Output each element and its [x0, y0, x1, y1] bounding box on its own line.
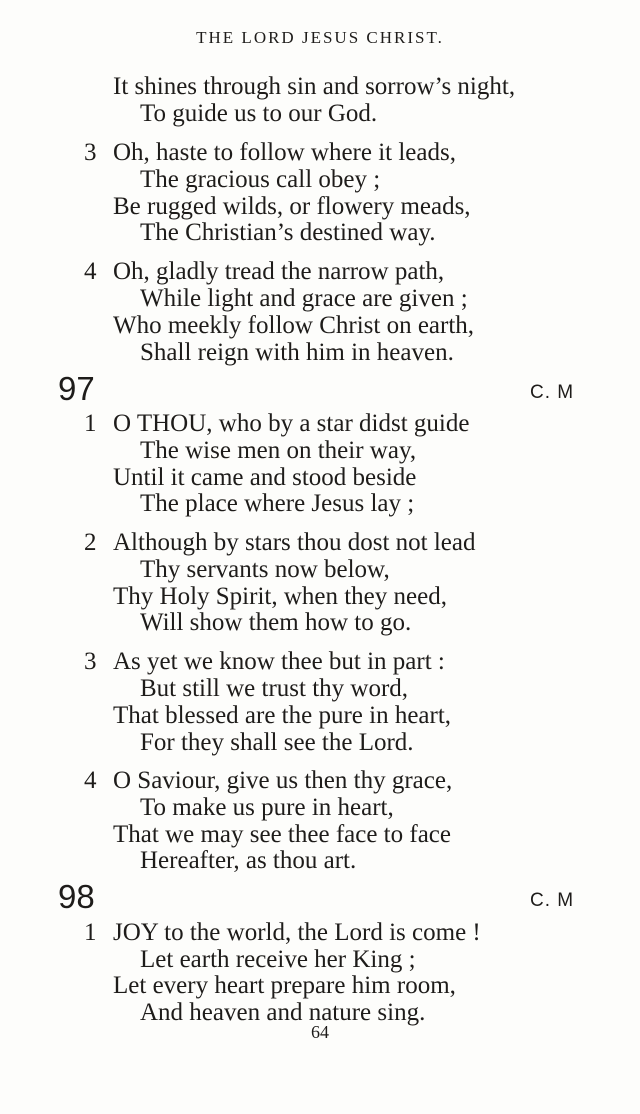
verse-line: Who meekly follow Christ on earth,	[113, 312, 475, 339]
verse-line: The gracious call obey ;	[140, 166, 381, 193]
verse-line: Let every heart prepare him room,	[113, 972, 456, 999]
verse-line: While light and grace are given ;	[140, 285, 468, 312]
running-head: THE LORD JESUS CHRIST.	[196, 28, 444, 47]
verse-line: O Saviour, give us then thy grace,	[113, 767, 453, 794]
verse-line: JOY to the world, the Lord is come !	[113, 919, 481, 946]
verse-line: Will show them how to go.	[140, 609, 412, 636]
verse-number: 1	[84, 919, 97, 946]
verse-line: To guide us to our God.	[140, 100, 378, 127]
verse-line: The Christian’s destined way.	[140, 219, 436, 246]
verse-line: Although by stars thou dost not lead	[113, 529, 476, 556]
verse-line: It shines through sin and sorrow’s night,	[113, 73, 516, 100]
hymn-number: 98	[58, 878, 95, 915]
verse-line: Let earth receive her King ;	[140, 946, 416, 973]
verse-line: That blessed are the pure in heart,	[113, 702, 452, 729]
page-number: 64	[311, 1022, 329, 1042]
verse-number: 3	[84, 139, 97, 166]
verse-line: Shall reign with him in heaven.	[140, 339, 454, 366]
verse-line: The wise men on their way,	[140, 437, 417, 464]
verse-number: 4	[84, 767, 97, 794]
verse-number: 4	[84, 258, 97, 285]
verse-line: O THOU, who by a star didst guide	[113, 410, 470, 437]
verse-number: 2	[84, 529, 97, 556]
verse-line: Be rugged wilds, or flowery meads,	[113, 193, 471, 220]
hymn-meter: C. M	[530, 382, 575, 403]
hymn-meter: C. M	[530, 890, 575, 911]
verse-line: Thy Holy Spirit, when they need,	[113, 583, 447, 610]
verse-number: 1	[84, 410, 97, 437]
hymn-number: 97	[58, 370, 95, 407]
verse-line: Hereafter, as thou art.	[140, 847, 357, 874]
verse-line: As yet we know thee but in part :	[113, 648, 445, 675]
verse-line: And heaven and nature sing.	[140, 999, 426, 1026]
verse-line: Until it came and stood beside	[113, 464, 417, 491]
verse-line: Oh, gladly tread the narrow path,	[113, 258, 445, 285]
verse-line: To make us pure in heart,	[140, 794, 394, 821]
verse-line: The place where Jesus lay ;	[140, 490, 415, 517]
verse-line: That we may see thee face to face	[113, 821, 451, 848]
verse-number: 3	[84, 648, 97, 675]
verse-line: But still we trust thy word,	[140, 675, 409, 702]
verse-line: For they shall see the Lord.	[140, 729, 414, 756]
verse-line: Oh, haste to follow where it leads,	[113, 139, 456, 166]
verse-line: Thy servants now below,	[140, 556, 390, 583]
